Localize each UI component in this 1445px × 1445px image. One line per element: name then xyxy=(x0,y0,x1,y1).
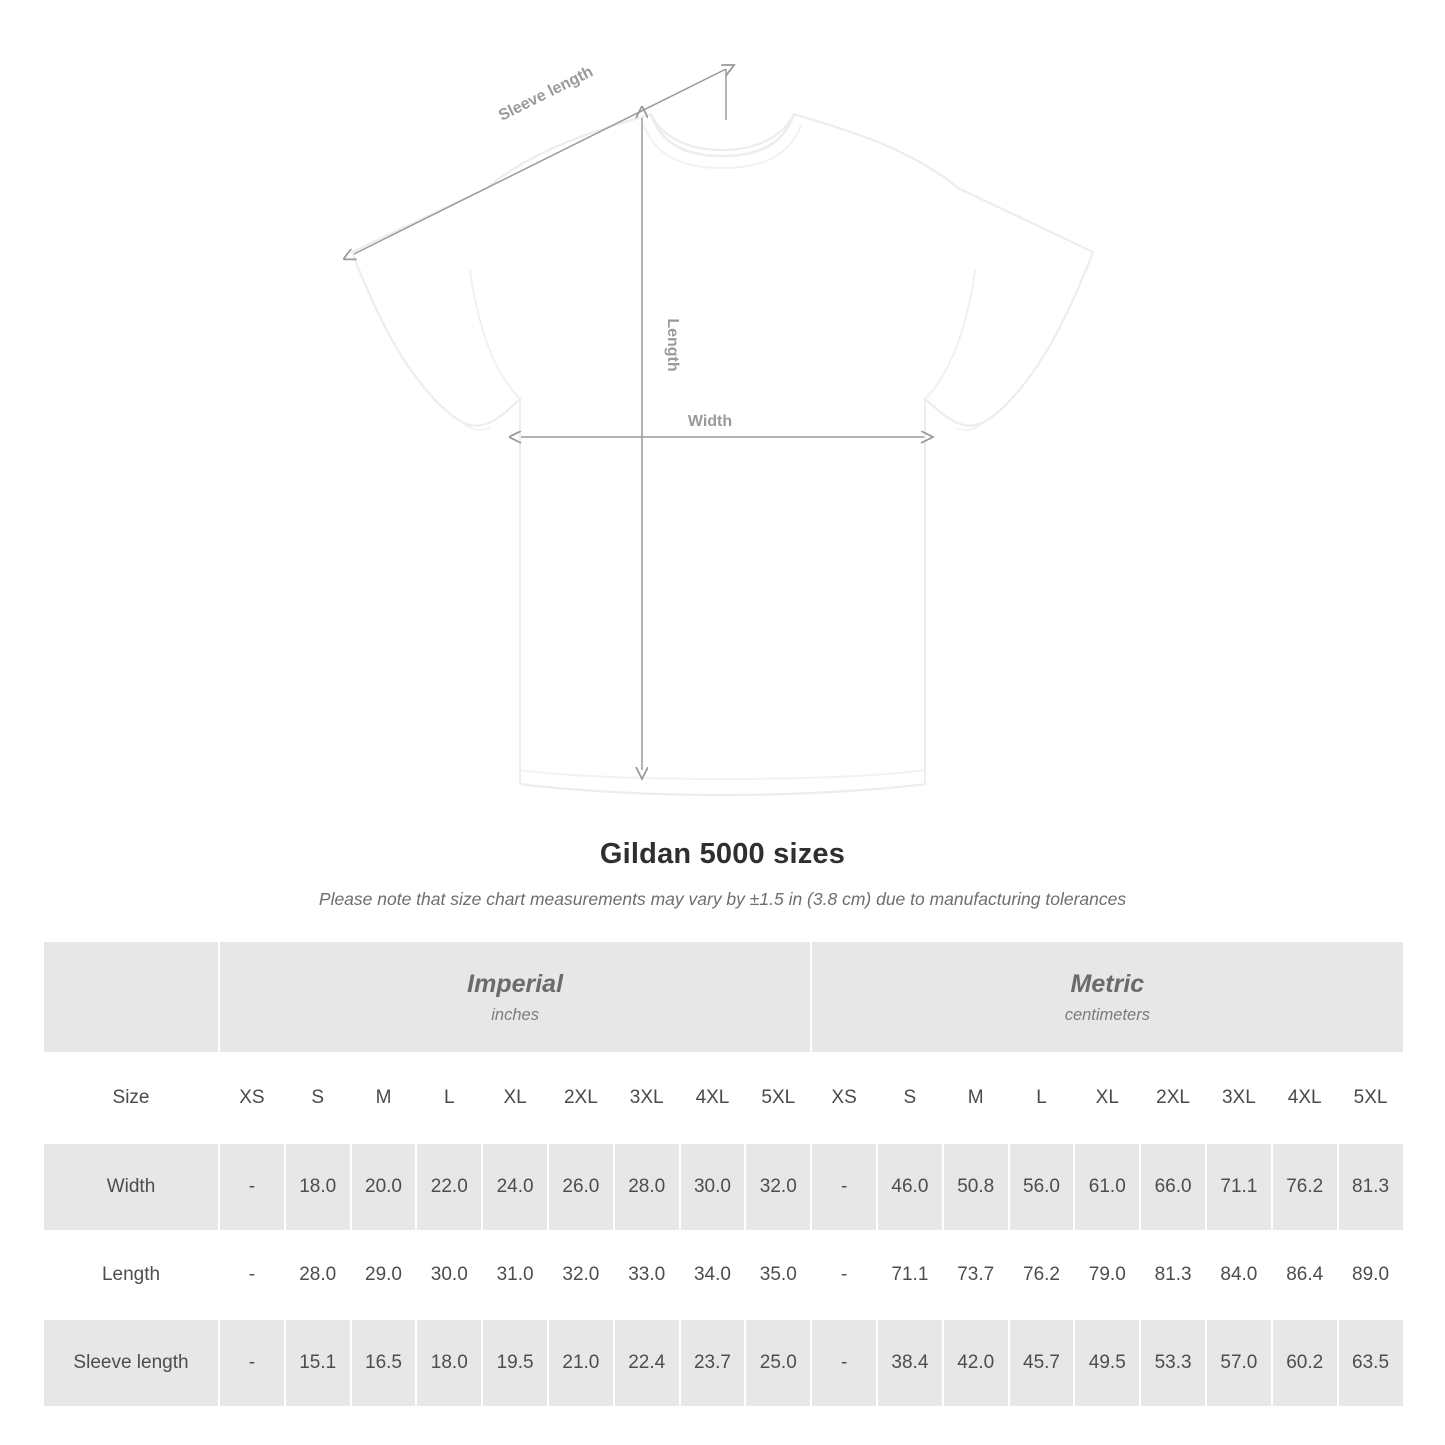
size-col-metric-5xl: 5XL xyxy=(1338,1053,1404,1143)
cell: 18.0 xyxy=(416,1319,482,1407)
cell: 57.0 xyxy=(1206,1319,1272,1407)
unit-header-spacer xyxy=(43,941,219,1053)
cell: 34.0 xyxy=(680,1231,746,1319)
tshirt-shape xyxy=(352,114,1093,795)
cell: 33.0 xyxy=(614,1231,680,1319)
cell: 71.1 xyxy=(877,1231,943,1319)
cell: - xyxy=(219,1143,285,1231)
cell: 30.0 xyxy=(416,1231,482,1319)
unit-header-imperial xyxy=(219,941,811,1053)
cell: 24.0 xyxy=(482,1143,548,1231)
cell: 32.0 xyxy=(745,1143,811,1231)
size-col-imperial-5xl: 5XL xyxy=(745,1053,811,1143)
cell: 26.0 xyxy=(548,1143,614,1231)
cell: 79.0 xyxy=(1074,1231,1140,1319)
unit-sub-imperial: inches xyxy=(491,1006,539,1025)
unit-title-metric: Metric xyxy=(1070,969,1145,998)
cell: 76.2 xyxy=(1009,1231,1075,1319)
row-label-width: Width xyxy=(43,1143,219,1231)
cell: 23.7 xyxy=(680,1319,746,1407)
size-table xyxy=(42,940,1405,1408)
cell: 28.0 xyxy=(285,1231,351,1319)
length-label: Length xyxy=(664,318,681,372)
cell: 30.0 xyxy=(680,1143,746,1231)
cell: 66.0 xyxy=(1140,1143,1206,1231)
unit-header-row xyxy=(43,941,1404,1053)
cell: 15.1 xyxy=(285,1319,351,1407)
cell: 56.0 xyxy=(1009,1143,1075,1231)
cell: 35.0 xyxy=(745,1231,811,1319)
size-col-imperial-2xl: 2XL xyxy=(548,1053,614,1143)
cell: 38.4 xyxy=(877,1319,943,1407)
cell: 28.0 xyxy=(614,1143,680,1231)
tolerance-note: Please note that size chart measurements may vary by ±1.5 in (3.8 cm) due to manufacturing tolerances xyxy=(318,889,1127,909)
cell: 84.0 xyxy=(1206,1231,1272,1319)
cell: 20.0 xyxy=(351,1143,417,1231)
size-col-imperial-4xl: 4XL xyxy=(680,1053,746,1143)
cell: 22.0 xyxy=(416,1143,482,1231)
size-col-imperial-l: L xyxy=(416,1053,482,1143)
unit-title-imperial: Imperial xyxy=(467,969,564,998)
table-row xyxy=(43,1143,1404,1231)
size-col-metric-m: M xyxy=(943,1053,1009,1143)
cell: 89.0 xyxy=(1338,1231,1404,1319)
size-col-imperial-xs: XS xyxy=(219,1053,285,1143)
width-label: Width xyxy=(687,413,733,430)
size-header-row xyxy=(43,1053,1404,1143)
cell: 53.3 xyxy=(1140,1319,1206,1407)
size-col-metric-2xl: 2XL xyxy=(1140,1053,1206,1143)
cell: 22.4 xyxy=(614,1319,680,1407)
size-header-label: Size xyxy=(43,1053,219,1143)
size-col-imperial-m: M xyxy=(351,1053,417,1143)
cell: 60.2 xyxy=(1272,1319,1338,1407)
cell: - xyxy=(811,1231,877,1319)
cell: - xyxy=(219,1231,285,1319)
cell: - xyxy=(811,1319,877,1407)
size-table-wrapper xyxy=(42,940,1403,1408)
row-label-sleeve-length: Sleeve length xyxy=(43,1319,219,1407)
size-col-metric-s: S xyxy=(877,1053,943,1143)
cell: 45.7 xyxy=(1009,1319,1075,1407)
cell: 49.5 xyxy=(1074,1319,1140,1407)
cell: 81.3 xyxy=(1338,1143,1404,1231)
size-col-imperial-s: S xyxy=(285,1053,351,1143)
title-block xyxy=(0,838,1445,910)
cell: 16.5 xyxy=(351,1319,417,1407)
size-col-metric-4xl: 4XL xyxy=(1272,1053,1338,1143)
cell: 29.0 xyxy=(351,1231,417,1319)
cell: 61.0 xyxy=(1074,1143,1140,1231)
cell: 32.0 xyxy=(548,1231,614,1319)
cell: 25.0 xyxy=(745,1319,811,1407)
cell: - xyxy=(811,1143,877,1231)
cell: 46.0 xyxy=(877,1143,943,1231)
cell: 42.0 xyxy=(943,1319,1009,1407)
size-col-metric-l: L xyxy=(1009,1053,1075,1143)
unit-header-metric xyxy=(811,941,1403,1053)
cell: 73.7 xyxy=(943,1231,1009,1319)
page-title: Gildan 5000 sizes xyxy=(599,838,846,870)
sleeve-length-label: Sleeve length xyxy=(496,63,596,125)
cell: - xyxy=(219,1319,285,1407)
table-row xyxy=(43,1231,1404,1319)
cell: 50.8 xyxy=(943,1143,1009,1231)
size-col-imperial-xl: XL xyxy=(482,1053,548,1143)
size-col-metric-xl: XL xyxy=(1074,1053,1140,1143)
cell: 81.3 xyxy=(1140,1231,1206,1319)
cell: 76.2 xyxy=(1272,1143,1338,1231)
cell: 18.0 xyxy=(285,1143,351,1231)
row-label-length: Length xyxy=(43,1231,219,1319)
table-row xyxy=(43,1319,1404,1407)
size-col-metric-3xl: 3XL xyxy=(1206,1053,1272,1143)
cell: 71.1 xyxy=(1206,1143,1272,1231)
cell: 21.0 xyxy=(548,1319,614,1407)
size-col-metric-xs: XS xyxy=(811,1053,877,1143)
unit-sub-metric: centimeters xyxy=(1064,1006,1150,1025)
cell: 63.5 xyxy=(1338,1319,1404,1407)
cell: 86.4 xyxy=(1272,1231,1338,1319)
cell: 19.5 xyxy=(482,1319,548,1407)
cell: 31.0 xyxy=(482,1231,548,1319)
size-col-imperial-3xl: 3XL xyxy=(614,1053,680,1143)
